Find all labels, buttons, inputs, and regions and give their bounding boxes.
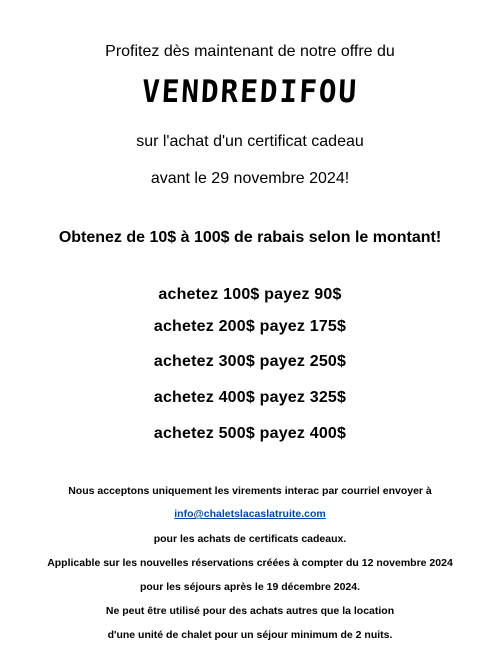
email-line — [0, 508, 500, 520]
price-tier-300: achetez 300$ payez 250$ — [153, 353, 347, 370]
discount-summary: Obtenez de 10$ à 100$ de rabais selon le montant! — [58, 229, 442, 246]
payment-method-note: Nous acceptons uniquement les virements interac par courriel envoyer à — [68, 485, 432, 497]
contact-email-link[interactable]: info@chaletslacaslatruite.com — [174, 508, 326, 520]
restriction-note-2: d'une unité de chalet pour un séjour minimum de 2 nuits. — [107, 629, 393, 641]
vendredifou-title: VENDREDIFOU — [141, 74, 359, 110]
price-tier-100: achetez 100$ payez 90$ — [158, 286, 342, 303]
validity-note-1: Applicable sur les nouvelles réservations créées à compter du 12 novembre 2024 — [47, 557, 453, 569]
offer-deadline: avant le 29 novembre 2024! — [150, 170, 350, 187]
price-tier-500: achetez 500$ payez 400$ — [153, 425, 347, 442]
price-tier-400: achetez 400$ payez 325$ — [153, 389, 347, 406]
intro-line-2: sur l'achat d'un certificat cadeau — [136, 133, 364, 150]
purpose-note: pour les achats de certificats cadeaux. — [153, 533, 347, 545]
price-tier-200: achetez 200$ payez 175$ — [153, 318, 347, 335]
restriction-note-1: Ne peut être utilisé pour des achats autres que la location — [105, 605, 395, 617]
validity-note-2: pour les séjours après le 19 décembre 2024. — [139, 581, 361, 593]
intro-line-1: Profitez dès maintenant de notre offre du — [105, 43, 395, 60]
